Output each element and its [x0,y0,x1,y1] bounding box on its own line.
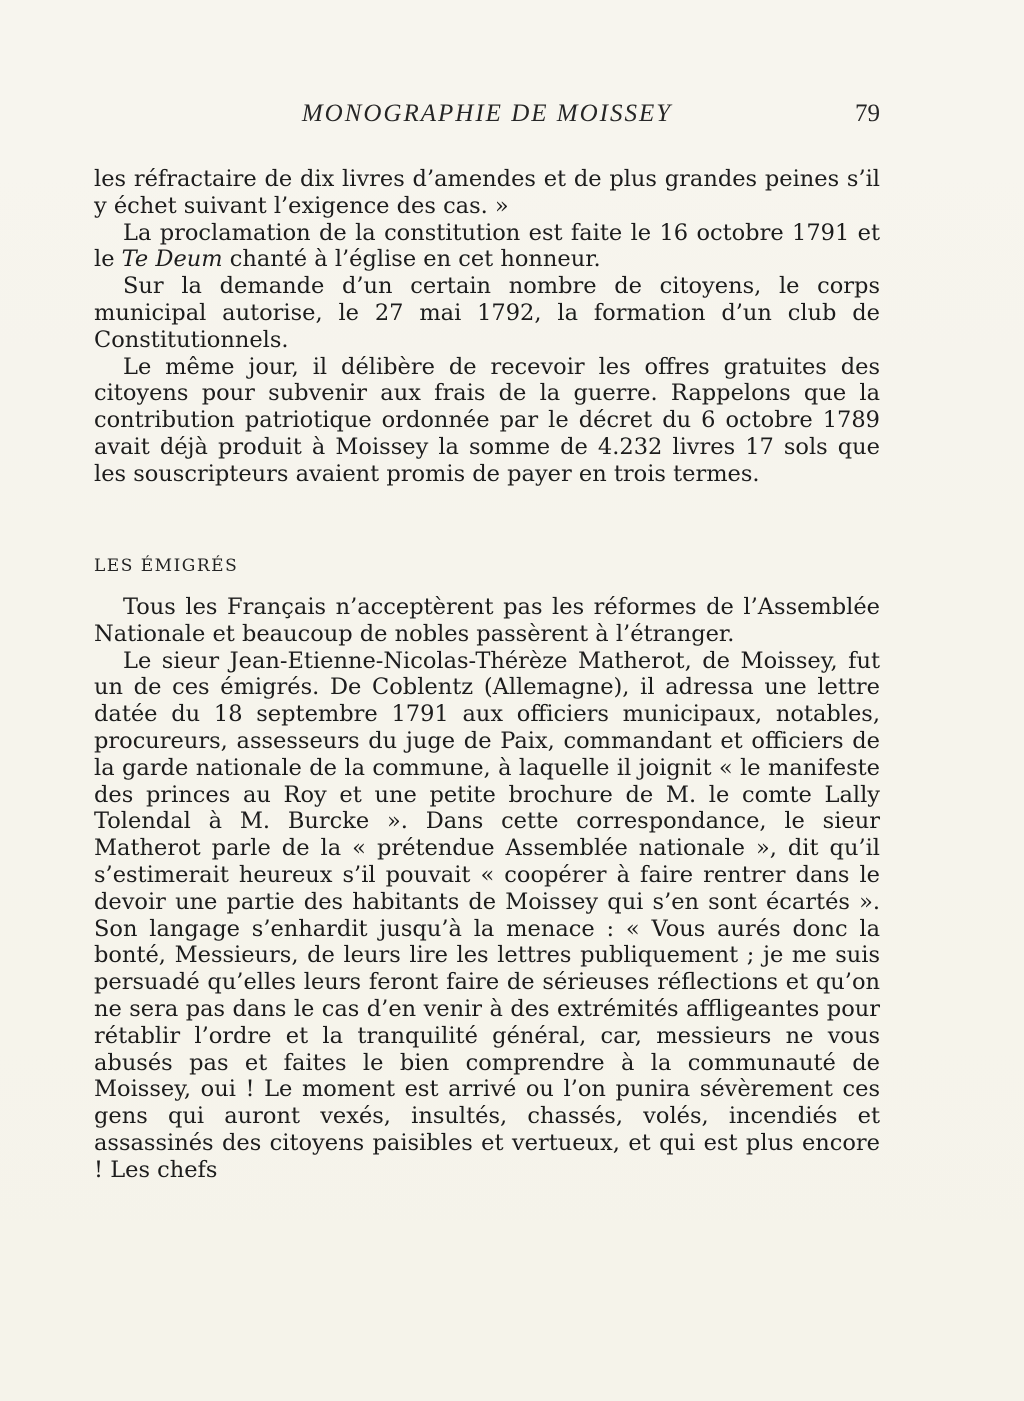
paragraph-club: Sur la demande d’un certain nombre de citoyens, le corps municipal autorise, le 27 mai 1792, la formation d’un club de Constitutionnels. [94,273,880,353]
paragraph-continuation: les réfractaire de dix livres d’amendes et de plus grandes peines s’il y échet suivant l’exigence des cas. » [94,166,880,219]
paragraph-proclamation-end: chanté à l’église en cet honneur. [229,246,601,273]
section-heading: LES ÉMIGRÉS [94,556,239,576]
paragraph-matherot: Le sieur Jean-Etienne-Nicolas-Thérèze Matherot, de Moissey, fut un de ces émigrés. De Coblentz (Allemagne), il adressa une lettre datée du 18 septembre 1791 aux officiers municipaux, notables, procureurs, assesseurs du juge de Paix, commandant et officiers de la garde nationale de la commune, à laquelle il joignit « le manifeste des princes au Roy et une petite brochure de M. le comte Lally Tolendal à M. Burcke ». Dans cette correspondance, le sieur Matherot parle de la « prétendue Assemblée nationale », dit qu’il s’estimerait heureux s’il pouvait « coopérer à faire rentrer dans le devoir une partie des habitants de Moissey qui s’en sont écartés ». Son langage s’enhardit jusqu’à la menace : « Vous aurés donc la bonté, Messieurs, de leurs lire les lettres publiquement ; je me suis persuadé qu’elles leurs feront faire de sérieuses réflections et qu’on ne sera pas dans le cas d’en venir à des extrémités affligeantes pour rétablir l’ordre et la tranquilité général, car, messieurs ne vous abusés pas et faites le bien comprendre à la communauté de Moissey, oui ! Le moment est arrivé ou l’on punira sévèrement ces gens qui auront vexés, insultés, chassés, volés, incendiés et assassinés des citoyens paisibles et vertueux, et qui est plus encore ! Les chefs [94,647,880,1183]
text-block-top [94,166,880,488]
te-deum-italic: Te Deum [121,246,223,273]
paragraph-offres: Le même jour, il délibère de recevoir les offres gratuites des citoyens pour subvenir aux frais de la guerre. Rappelons que la contribution patriotique ordonnée par le décret du 6 octobre 1789 avait déjà produit à Moissey la somme de 4.232 livres 17 sols que les souscripteurs avaient promis de payer en trois termes. [94,353,880,487]
paragraph-proclamation [94,220,880,274]
running-title: MONOGRAPHIE DE MOISSEY [301,100,673,127]
paragraph-proclamation-start: La proclamation de la constitution est faite le 16 octobre 1791 et le [94,219,880,273]
text-block-bottom [94,594,880,1184]
page-number: 79 [855,100,880,127]
running-head [94,100,880,134]
paragraph-reformes: Tous les Français n’acceptèrent pas les réformes de l’Assemblée Nationale et beaucoup de nobles passèrent à l’étranger. [94,594,880,647]
